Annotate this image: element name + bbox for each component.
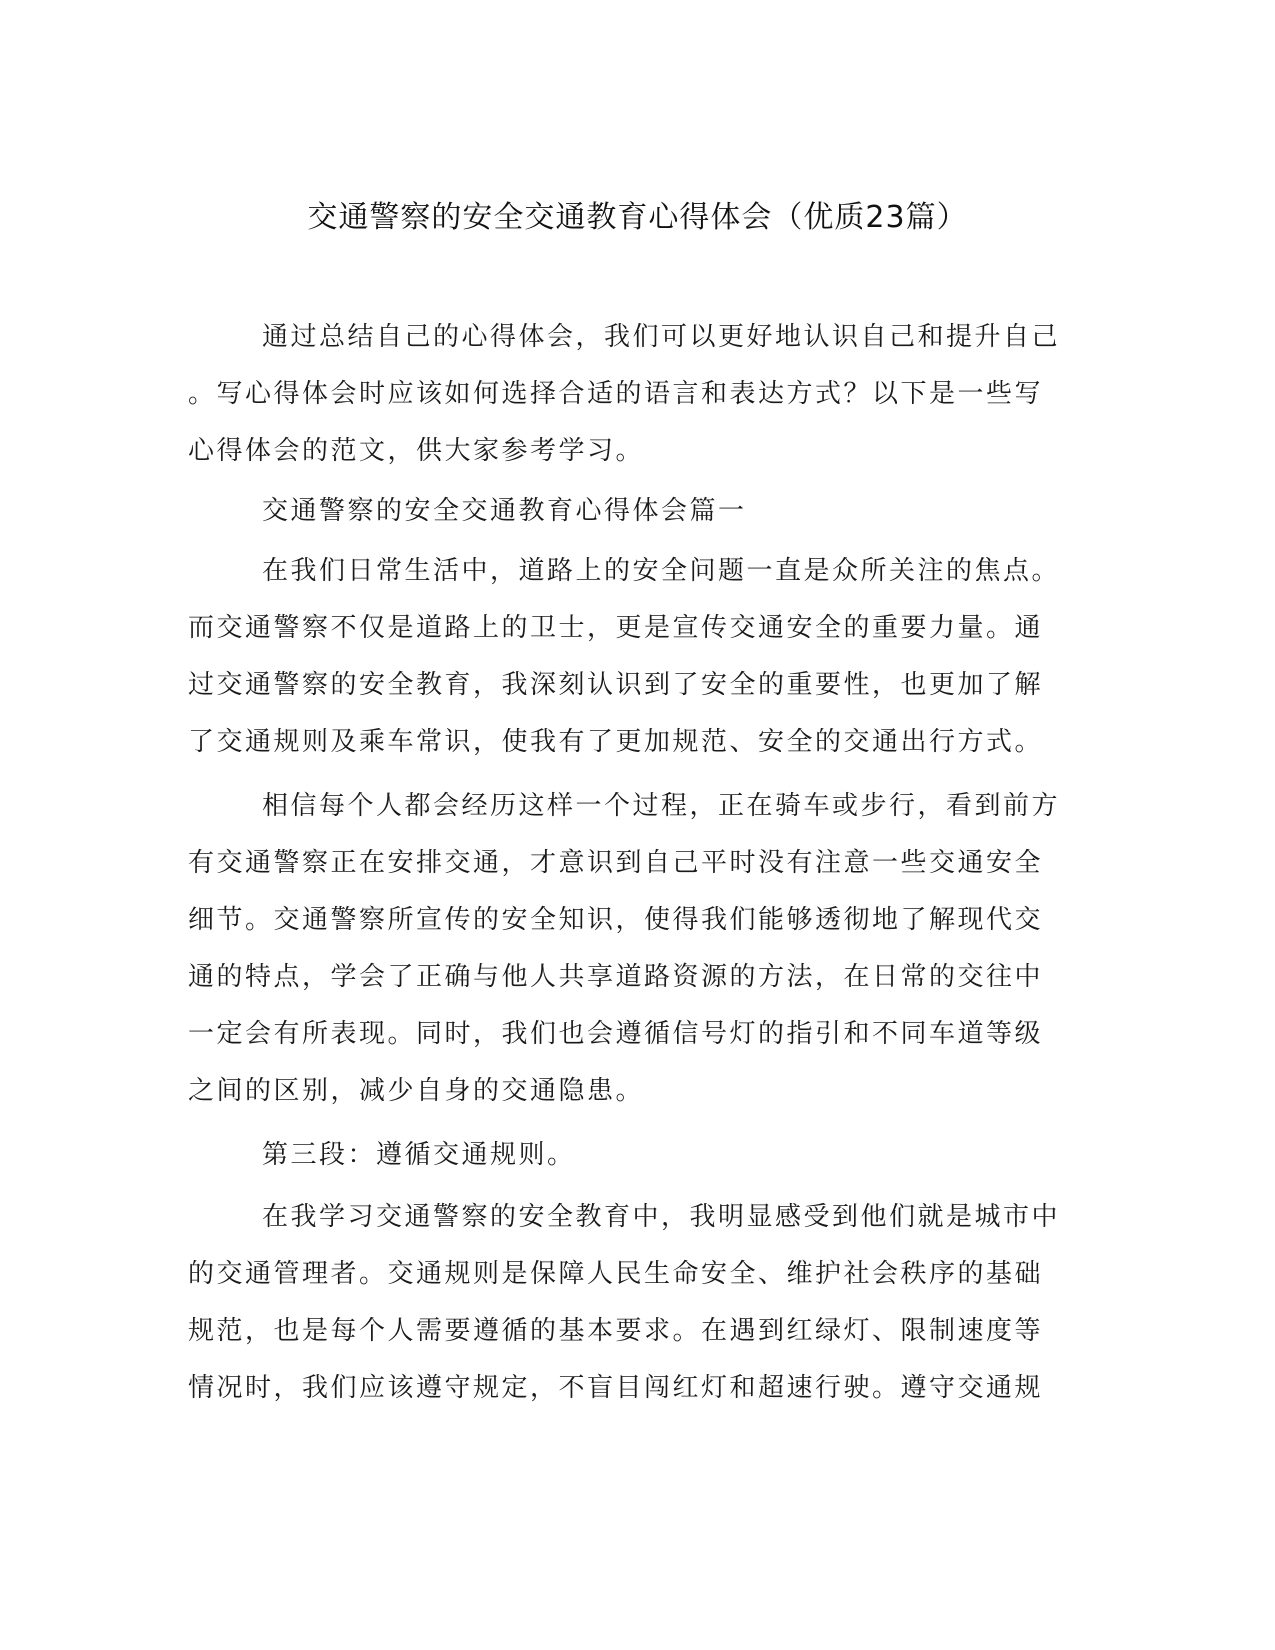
section-heading-1: 交通警察的安全交通教育心得体会篇一 — [262, 496, 747, 526]
intro-line-1: 通过总结自己的心得体会，我们可以更好地认识自己和提升自己 — [262, 322, 1061, 352]
paragraph-line: 而交通警察不仅是道路上的卫士，更是宣传交通安全的重要力量。通 — [188, 613, 1044, 643]
paragraph-line: 通的特点，学会了正确与他人共享道路资源的方法，在日常的交往中 — [188, 962, 1044, 992]
paragraph-line: 一定会有所表现。同时，我们也会遵循信号灯的指引和不同车道等级 — [188, 1019, 1044, 1049]
paragraph-line: 在我学习交通警察的安全教育中，我明显感受到他们就是城市中 — [262, 1202, 1061, 1232]
section-heading-3: 第三段：遵循交通规则。 — [262, 1140, 576, 1170]
paragraph-line: 在我们日常生活中，道路上的安全问题一直是众所关注的焦点。 — [262, 556, 1061, 586]
paragraph-line: 了交通规则及乘车常识，使我有了更加规范、安全的交通出行方式。 — [188, 727, 1044, 757]
paragraph-line: 相信每个人都会经历这样一个过程，正在骑车或步行，看到前方 — [262, 791, 1061, 821]
paragraph-line: 情况时，我们应该遵守规定，不盲目闯红灯和超速行驶。遵守交通规 — [188, 1373, 1044, 1403]
paragraph-line: 之间的区别，减少自身的交通隐患。 — [188, 1076, 645, 1106]
paragraph-line: 细节。交通警察所宣传的安全知识，使得我们能够透彻地了解现代交 — [188, 905, 1044, 935]
paragraph-line: 规范，也是每个人需要遵循的基本要求。在遇到红绿灯、限制速度等 — [188, 1316, 1044, 1346]
intro-line-2: 。写心得体会时应该如何选择合适的语言和表达方式？以下是一些写 — [188, 379, 1044, 409]
paragraph-line: 的交通管理者。交通规则是保障人民生命安全、维护社会秩序的基础 — [188, 1259, 1044, 1289]
paragraph-line: 有交通警察正在安排交通，才意识到自己平时没有注意一些交通安全 — [188, 848, 1044, 878]
intro-line-3: 心得体会的范文，供大家参考学习。 — [188, 436, 645, 466]
document-title: 交通警察的安全交通教育心得体会（优质23篇） — [307, 200, 968, 235]
paragraph-line: 过交通警察的安全教育，我深刻认识到了安全的重要性，也更加了解 — [188, 670, 1044, 700]
